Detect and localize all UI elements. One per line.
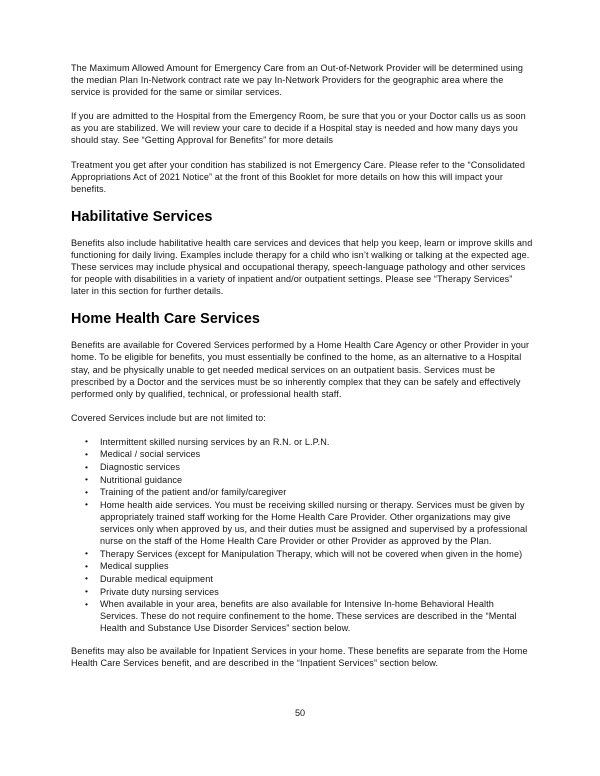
list-item: • Intermittent skilled nursing services by an R.N. or L.P.N. <box>71 436 533 448</box>
paragraph-covered-services-intro: Covered Services include but are not limited to: <box>71 412 266 423</box>
list-item: • Diagnostic services <box>71 461 533 473</box>
paragraph-maximum-allowed-amount: The Maximum Allowed Amount for Emergency Care from an Out-of-Network Provider will be determined using the median Plan In-Network contract rate we pay In-Network Providers for the geographic area where the service is provided for the same or similar services. <box>71 63 524 98</box>
list-item: • Durable medical equipment <box>71 573 533 585</box>
list-item: • Nutritional guidance <box>71 474 533 486</box>
list-item: • Therapy Services (except for Manipulation Therapy, which will not be covered when given in the home) <box>71 548 533 560</box>
paragraph-admitted-from-emergency-room: If you are admitted to the Hospital from the Emergency Room, be sure that you or your Doctor calls us as soon as you are stabilized. We will review your care to decide if a Hospital stay is needed and how many days you should stay. See “Getting Approval for Benefits” for more details <box>71 111 526 146</box>
heading-home-health-care-services: Home Health Care Services <box>71 311 260 328</box>
paragraph-inpatient-services-note: Benefits may also be available for Inpatient Services in your home. These benefits are separate from the Home Health Care Services benefit, and are described in the “Inpatient Services” section below. <box>71 646 528 669</box>
paragraph-home-health-benefits: Benefits are available for Covered Services performed by a Home Health Care Agency or other Provider in your home. To be eligible for benefits, you must essentially be confined to the home, as an alternative to a Hospital stay, and be physically unable to get needed medical services on an outpatient basis. Services must be prescribed by a Doctor and the services must be so inherently complex that they can be safely and effectively performed only by qualified, technical, or professional health staff. <box>71 340 530 399</box>
list-item: • Medical supplies <box>71 560 533 572</box>
document-body <box>71 62 533 682</box>
list-item: • Training of the patient and/or family/caregiver <box>71 486 533 498</box>
list-item: • Home health aide services. You must be receiving skilled nursing or therapy. Services must be given by appropriately trained staff working for the Home Health Care Provider. Other organizations may give services only when approved by us, and their duties must be assigned and supervised by a professional nurse on the staff of the Home Health Care Provider or other Provider as approved by the Plan. <box>71 499 533 547</box>
heading-habilitative-services: Habilitative Services <box>71 208 213 225</box>
list-item: • When available in your area, benefits are also available for Intensive In-home Behavioral Health Services. These do not require confinement to the home. These services are described in the “Mental Health and Substance Use Disorder Services” section below. <box>71 598 533 634</box>
page-number: 50 <box>294 708 306 718</box>
paragraph-treatment-after-stabilized: Treatment you get after your condition has stabilized is not Emergency Care. Please refer to the “Consolidated Appropriations Act of 2021 Notice” at the front of this Booklet for more details on how this will impact your benefits. <box>71 159 525 194</box>
paragraph-habilitative-benefits: Benefits also include habilitative health care services and devices that help you keep, learn or improve skills and functioning for daily living. Examples include therapy for a child who isn’t walking or talking at the expected age. These services may include physical and occupational therapy, speech-language pathology and other services for people with disabilities in a variety of inpatient and/or outpatient settings. Please see “Therapy Services” later in this section for further details. <box>71 237 533 297</box>
list-item: • Medical / social services <box>71 448 533 460</box>
list-item: • Private duty nursing services <box>71 586 533 598</box>
list-covered-services <box>71 436 533 635</box>
